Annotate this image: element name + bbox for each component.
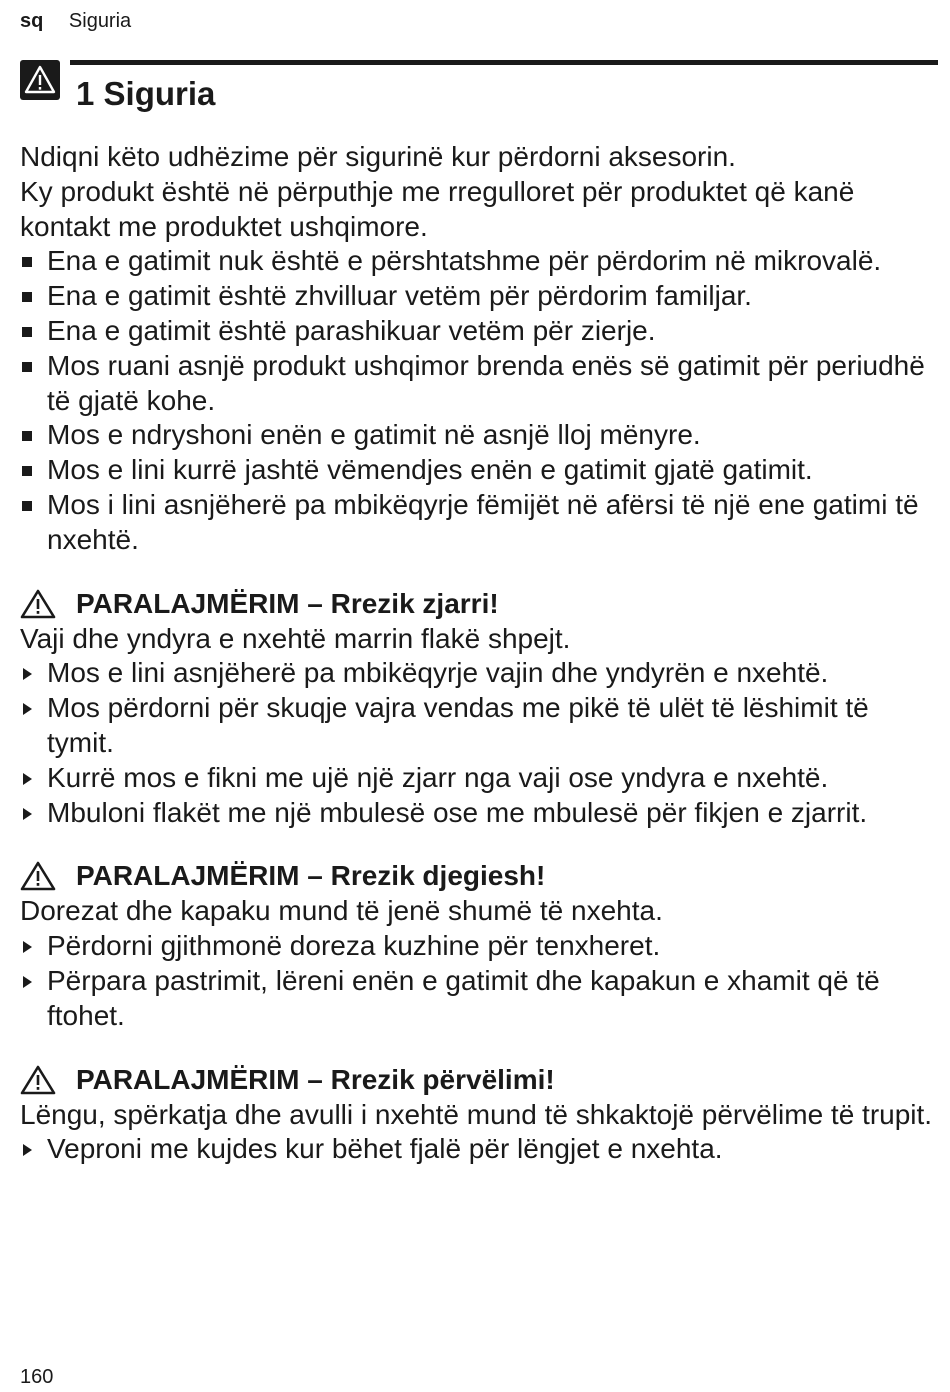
list-item: Veproni me kujdes kur bëhet fjalë për lëngjet e nxehta. bbox=[20, 1132, 940, 1167]
safety-content bbox=[20, 140, 940, 1167]
warning-title: PARALAJMËRIM – Rrezik djegiesh! bbox=[76, 860, 546, 892]
language-code: sq bbox=[20, 10, 44, 32]
warning-burn bbox=[20, 858, 940, 1033]
list-item: Ena e gatimit nuk është e përshtatshme për përdorim në mikrovalë. bbox=[20, 244, 940, 279]
running-header bbox=[20, 10, 131, 33]
intro-paragraph: Ndiqni këto udhëzime për sigurinë kur përdorni aksesorin. bbox=[20, 141, 736, 172]
list-item: Mos e ndryshoni enën e gatimit në asnjë lloj mënyre. bbox=[20, 418, 940, 453]
safety-list bbox=[20, 244, 940, 557]
list-item: Mos e lini kurrë jashtë vëmendjes enën e gatimit gjatë gatimit. bbox=[20, 453, 940, 488]
warning-text: Lëngu, spërkatja dhe avulli i nxehtë mund të shkaktojë përvëlime të trupit. bbox=[20, 1098, 933, 1130]
list-item: Ena e gatimit është zhvilluar vetëm për përdorim familjar. bbox=[20, 279, 940, 314]
warning-icon bbox=[20, 60, 60, 100]
warning-fire bbox=[20, 586, 940, 831]
list-item: Ena e gatimit është parashikuar vetëm për zierje. bbox=[20, 314, 940, 349]
list-item: Përdorni gjithmonë doreza kuzhine për tenxheret. bbox=[20, 929, 940, 964]
list-item: Mos përdorni për skuqje vajra vendas me pikë të ulët të lëshimit të tymit. bbox=[20, 691, 940, 761]
intro-paragraph: Ky produkt është në përputhje me rregulloret për produktet që kanë kontakt me produktet ushqimore. bbox=[20, 175, 855, 242]
title-rule bbox=[70, 60, 938, 65]
warning-heading bbox=[20, 1062, 940, 1098]
warning-triangle-icon bbox=[20, 1065, 56, 1095]
warning-steps bbox=[20, 929, 940, 1033]
warning-title: PARALAJMËRIM – Rrezik përvëlimi! bbox=[76, 1063, 555, 1095]
list-item: Kurrë mos e fikni me ujë një zjarr nga vaji ose yndyra e nxehtë. bbox=[20, 761, 940, 796]
warning-steps bbox=[20, 656, 940, 830]
list-item: Mbuloni flakët me një mbulesë ose me mbulesë për fikjen e zjarrit. bbox=[20, 796, 940, 831]
list-item: Përpara pastrimit, lëreni enën e gatimit dhe kapakun e xhamit që të ftohet. bbox=[20, 964, 940, 1034]
warning-heading bbox=[20, 858, 940, 894]
warning-triangle-icon bbox=[20, 861, 56, 891]
page-number: 160 bbox=[20, 1366, 54, 1388]
list-item: Mos i lini asnjëherë pa mbikëqyrje fëmijët në afërsi të një ene gatimi të nxehtë. bbox=[20, 488, 940, 558]
list-item: Mos e lini asnjëherë pa mbikëqyrje vajin dhe yndyrën e nxehtë. bbox=[20, 656, 940, 691]
warning-triangle-icon bbox=[20, 589, 56, 619]
warning-text: Vaji dhe yndyra e nxehtë marrin flakë shpejt. bbox=[20, 622, 571, 654]
header-section: Siguria bbox=[68, 10, 132, 32]
warning-heading bbox=[20, 586, 940, 622]
warning-text: Dorezat dhe kapaku mund të jenë shumë të nxehta. bbox=[20, 895, 663, 927]
warning-scald bbox=[20, 1062, 940, 1168]
list-item: Mos ruani asnjë produkt ushqimor brenda enës së gatimit për periudhë të gjatë kohe. bbox=[20, 349, 940, 419]
warning-title: PARALAJMËRIM – Rrezik zjarri! bbox=[76, 587, 499, 619]
warning-steps bbox=[20, 1132, 940, 1167]
page-title: 1 Siguria bbox=[76, 75, 216, 112]
